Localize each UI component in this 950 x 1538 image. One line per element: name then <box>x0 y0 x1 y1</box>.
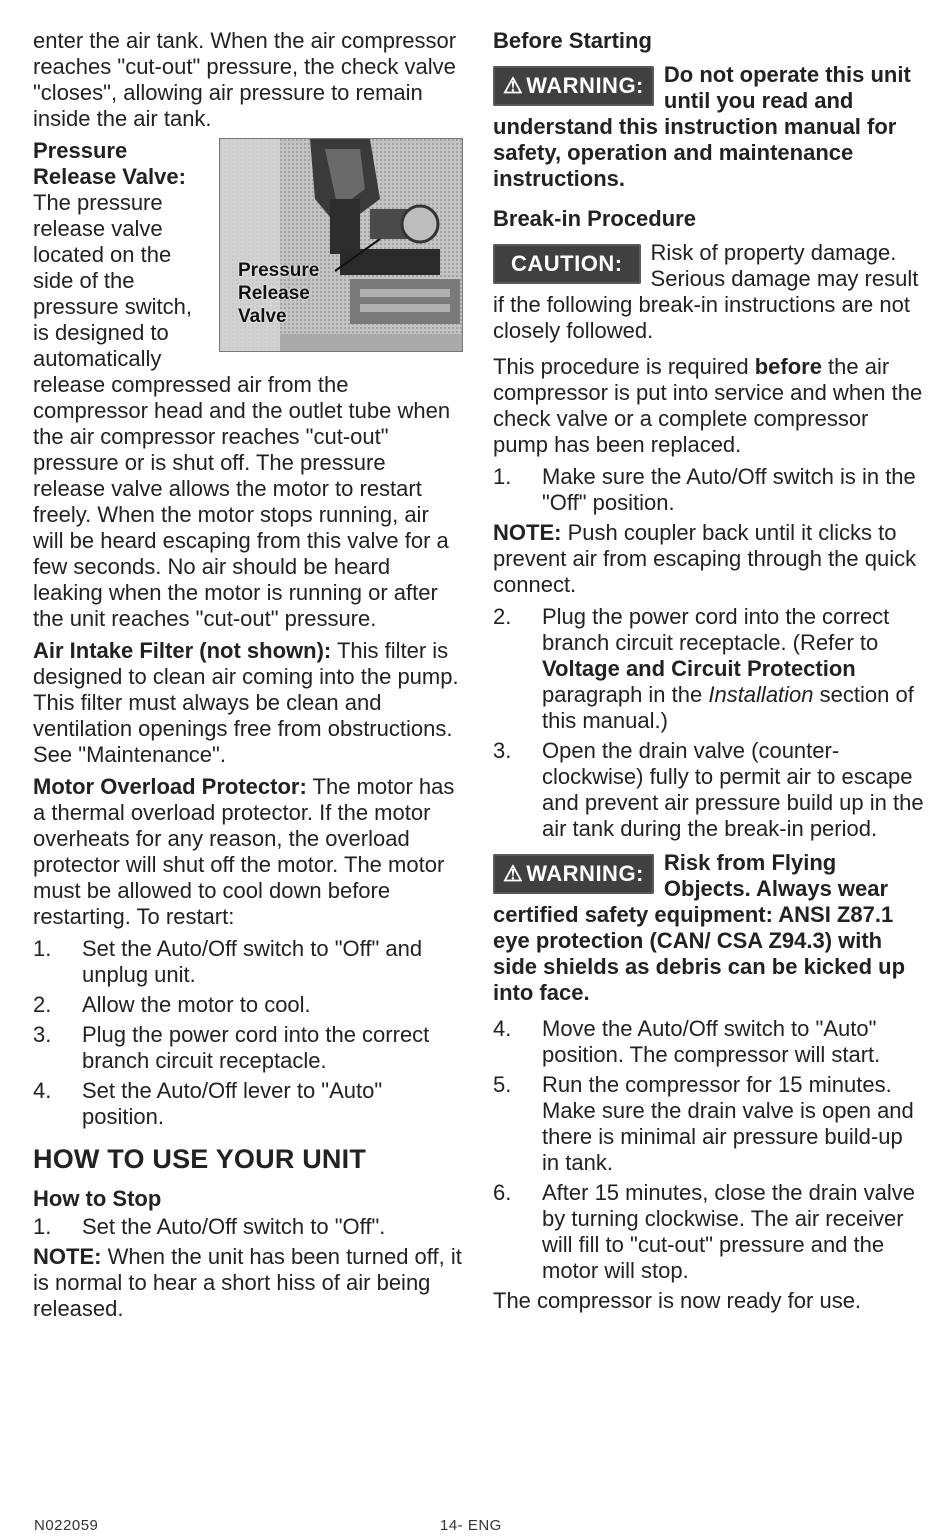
intro-paragraph: enter the air tank. When the air compressor reaches "cut-out" pressure, the check valve "closes", allowing air pressure to remain inside the air tank. <box>33 28 457 131</box>
left-column <box>33 28 463 1328</box>
procedure-paragraph: This procedure is required before the air compressor is put into service and when the check valve or a complete compressor pump has been replaced. <box>493 354 923 457</box>
caution-text: Risk of property damage. Serious damage may result if the following break-in instructions are not closely followed. <box>493 240 919 343</box>
section-title: HOW TO USE YOUR UNIT <box>33 1144 367 1174</box>
figure-label-valve: Valve <box>238 306 287 327</box>
warning-triangle-icon: ⚠ <box>503 73 524 98</box>
list-item: 2. Plug the power cord into the correct branch circuit receptacle. (Refer to Voltage and Circuit Protection paragraph in the Installation section of this manual.) <box>493 604 914 733</box>
break-in-steps-list-continued <box>493 604 925 842</box>
caution-badge: CAUTION: <box>493 244 641 284</box>
warning-text: Risk from Flying Objects. Always wear certified safety equipment: ANSI Z87.1 eye protection (CAN/ CSA Z94.3) with side shields as debris can be kicked up into face. <box>493 850 906 1005</box>
break-in-steps-list-final <box>493 1016 925 1284</box>
document-id: N022059 <box>34 1517 99 1534</box>
before-starting-heading: Before Starting <box>493 28 652 53</box>
motor-heading: Motor Overload Protector: <box>33 774 307 799</box>
caution-signal <box>493 240 925 344</box>
list-item: 6. After 15 minutes, close the drain valve by turning clockwise. The air receiver will fill to "cut-out" pressure and the motor will stop. <box>493 1180 915 1283</box>
note-label: NOTE: <box>33 1244 102 1269</box>
filter-text: This filter is designed to clean air coming into the pump. This filter must always be clean and ventilation openings free from obstructions. See "Maintenance". <box>33 638 459 767</box>
list-item: 1. Set the Auto/Off switch to "Off". <box>33 1214 386 1239</box>
list-item: 1. Set the Auto/Off switch to "Off" and unplug unit. <box>33 936 423 987</box>
figure-callout <box>238 259 319 328</box>
stop-note: NOTE: When the unit has been turned off, it is normal to hear a short hiss of air being released. <box>33 1244 462 1321</box>
warning-signal-operate <box>493 62 925 192</box>
list-item: 4. Move the Auto/Off switch to "Auto" position. The compressor will start. <box>493 1016 881 1067</box>
motor-text: The motor has a thermal overload protector. If the motor overheats for any reason, the overload protector will shut off the motor. The motor must be allowed to cool down before restarting. To restart: <box>33 774 455 929</box>
figure-label-release: Release <box>238 283 310 304</box>
coupler-note: NOTE: Push coupler back until it clicks to prevent air from escaping through the quick connect. <box>493 520 917 597</box>
list-item: 3. Plug the power cord into the correct branch circuit receptacle. <box>33 1022 430 1073</box>
warning-badge: ⚠ WARNING: <box>493 66 654 106</box>
prv-heading: Pressure Release Valve: <box>33 138 186 189</box>
stop-steps-list <box>33 1214 463 1240</box>
warning-badge: ⚠ WARNING: <box>493 854 654 894</box>
list-item: 4. Set the Auto/Off lever to "Auto" position. <box>33 1078 383 1129</box>
list-item: 5. Run the compressor for 15 minutes. Make sure the drain valve is open and there is minimal air pressure build-up in tank. <box>493 1072 914 1175</box>
page-number: 14- ENG <box>440 1517 502 1534</box>
pressure-release-valve-photo <box>219 138 463 352</box>
figure-label-pressure: Pressure <box>238 260 320 281</box>
list-item: 3. Open the drain valve (counter-clockwise) fully to permit air to escape and prevent air pressure build up in the air tank during the break-in period. <box>493 738 924 841</box>
warning-signal-flying-objects <box>493 850 925 1006</box>
break-in-steps-list <box>493 464 925 516</box>
warning-triangle-icon: ⚠ <box>503 861 524 886</box>
right-column <box>493 28 925 1320</box>
how-to-stop-heading: How to Stop <box>33 1186 162 1211</box>
restart-steps-list <box>33 936 463 1130</box>
closing-line: The compressor is now ready for use. <box>493 1288 862 1313</box>
prv-text: The pressure release valve located on the side of the pressure switch, is designed to automatically release compressed air from the compressor head and the outlet tube when the air compressor reaches "cut-out" pressure or is shut off. The pressure release valve allows the motor to restart freely. When the motor stops running, air will be heard escaping from this valve for a few seconds. No air should be heard leaking when the motor is running or after the unit reaches "cut-out" pressure. <box>33 190 451 631</box>
break-in-heading: Break-in Procedure <box>493 206 696 231</box>
list-item: 2. Allow the motor to cool. <box>33 992 311 1017</box>
air-intake-filter-paragraph <box>33 638 463 768</box>
note-label: NOTE: <box>493 520 562 545</box>
warning-text: Do not operate this unit until you read and understand this instruction manual for safety, operation and maintenance instructions. <box>493 62 911 191</box>
list-item: 1. Make sure the Auto/Off switch is in the "Off" position. <box>493 464 916 515</box>
motor-overload-paragraph <box>33 774 463 930</box>
filter-heading: Air Intake Filter (not shown): <box>33 638 332 663</box>
